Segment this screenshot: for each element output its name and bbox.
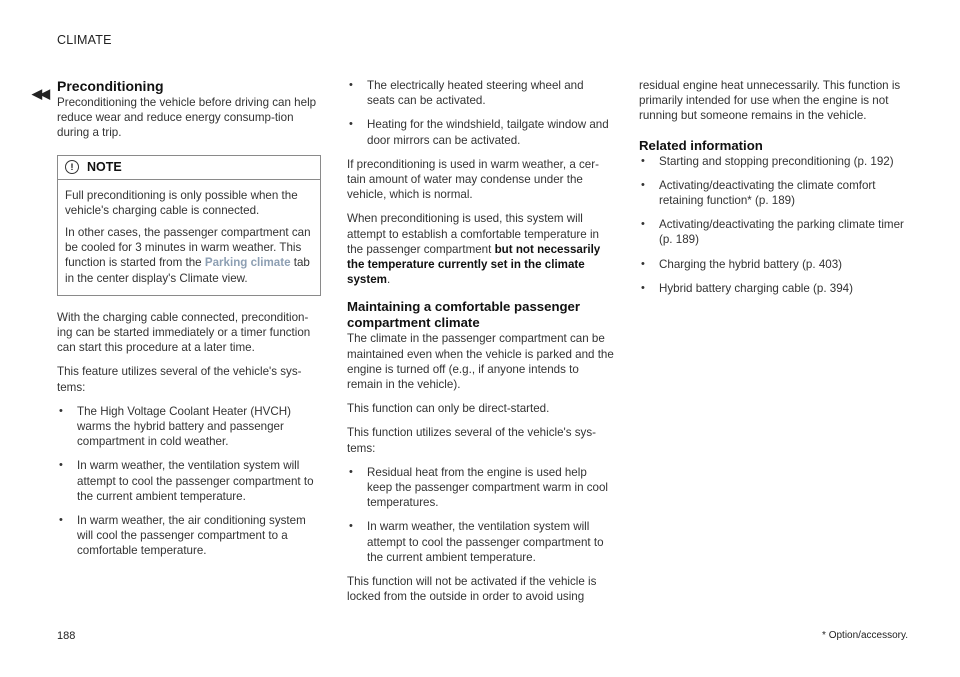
system-paragraph: [347, 211, 614, 287]
page-title: Preconditioning: [57, 78, 164, 94]
note-label: NOTE: [87, 159, 122, 174]
related-link[interactable]: • Hybrid battery charging cable (p. 394): [639, 281, 904, 296]
related-link[interactable]: • Activating/deactivating the parking climate timer (p. 189): [639, 217, 904, 247]
systems-list: [57, 404, 321, 559]
page-number: 188: [57, 630, 76, 642]
residual-heat-list: [347, 465, 614, 565]
direct-start-paragraph: This function can only be direct-started.: [347, 402, 550, 416]
list-item: • In warm weather, the ventilation system will attempt to cool the passenger compartment to the current ambient temperature.: [347, 519, 614, 565]
systems-paragraph-2: This function utilizes several of the vehicle's sys-tems:: [347, 426, 597, 455]
maintain-paragraph: The climate in the passenger compartment can be maintained even when the vehicle is parked and the engine is turned off (e.g., if anyone intends to remain in the vehicle).: [347, 332, 614, 392]
note-header: [58, 156, 320, 180]
maintain-climate-heading: Maintaining a comfortable passenger compartment climate: [347, 299, 581, 331]
list-item: • In warm weather, the air conditioning system will cool the passenger compartment to a comfortable temperature.: [57, 513, 321, 559]
related-info-heading: Related information: [639, 137, 763, 153]
warning-circle-icon: !: [65, 160, 79, 174]
locked-paragraph: This function will not be activated if the vehicle is locked from the outside in order to avoid using: [347, 575, 597, 604]
footnote: * Option/accessory.: [822, 630, 908, 641]
continued-paragraph: residual engine heat unnecessarily. This function is primarily intended for use when the engine is not running but someone remains in the vehicle.: [639, 79, 901, 123]
note-text: In other cases, the passenger compartment can be cooled for 3 minutes in warm weather. This function is started from the: [65, 226, 311, 270]
column-2: [347, 78, 614, 604]
warm-weather-paragraph: If preconditioning is used in warm weather, a cer-tain amount of water may condense under the vehicle, which is normal.: [347, 157, 599, 202]
note-paragraph-1: Full preconditioning is only possible when the vehicle's charging cable is connected.: [65, 188, 298, 217]
system-text: When preconditioning is used, this system will attempt to establish a comfortable temperature in the passenger compartment: [347, 212, 599, 256]
note-box: [57, 155, 321, 296]
list-item: • In warm weather, the ventilation system will attempt to cool the passenger compartment to the current ambient temperature.: [57, 458, 321, 504]
heating-list: [347, 78, 614, 148]
column-1: [57, 78, 321, 559]
section-header: CLIMATE: [57, 33, 112, 47]
list-item: • The electrically heated steering wheel and seats can be activated.: [347, 78, 614, 108]
list-item: • Heating for the windshield, tailgate window and door mirrors can be activated.: [347, 117, 614, 147]
note-paragraph-2: [65, 225, 313, 286]
systems-paragraph: This feature utilizes several of the vehicle's sys-tems:: [57, 365, 302, 394]
charging-paragraph: With the charging cable connected, precondition-ing can be started immediately or a timer function can start this procedure at a later time.: [57, 310, 311, 355]
column-3: [639, 78, 904, 296]
system-text: .: [386, 273, 391, 287]
parking-climate-link[interactable]: Parking climate: [204, 256, 291, 270]
related-link[interactable]: • Charging the hybrid battery (p. 403): [639, 257, 904, 272]
related-link[interactable]: • Activating/deactivating the climate comfort retaining function* (p. 189): [639, 178, 904, 208]
note-text: tab in the center display's Climate view.: [65, 256, 310, 285]
related-list: [639, 154, 904, 296]
related-link[interactable]: • Starting and stopping preconditioning (p. 192): [639, 154, 904, 169]
back-arrows-icon[interactable]: ◀◀: [32, 86, 48, 101]
system-bold-text: but not necessarily the temperature currently set in the climate system: [347, 242, 601, 287]
list-item: • Residual heat from the engine is used help keep the passenger compartment warm in cool temperatures.: [347, 465, 614, 511]
list-item: • The High Voltage Coolant Heater (HVCH) warms the hybrid battery and passenger compartment in cold weather.: [57, 404, 321, 450]
intro-paragraph: Preconditioning the vehicle before driving can help reduce wear and reduce energy consump-tion during a trip.: [57, 96, 317, 140]
